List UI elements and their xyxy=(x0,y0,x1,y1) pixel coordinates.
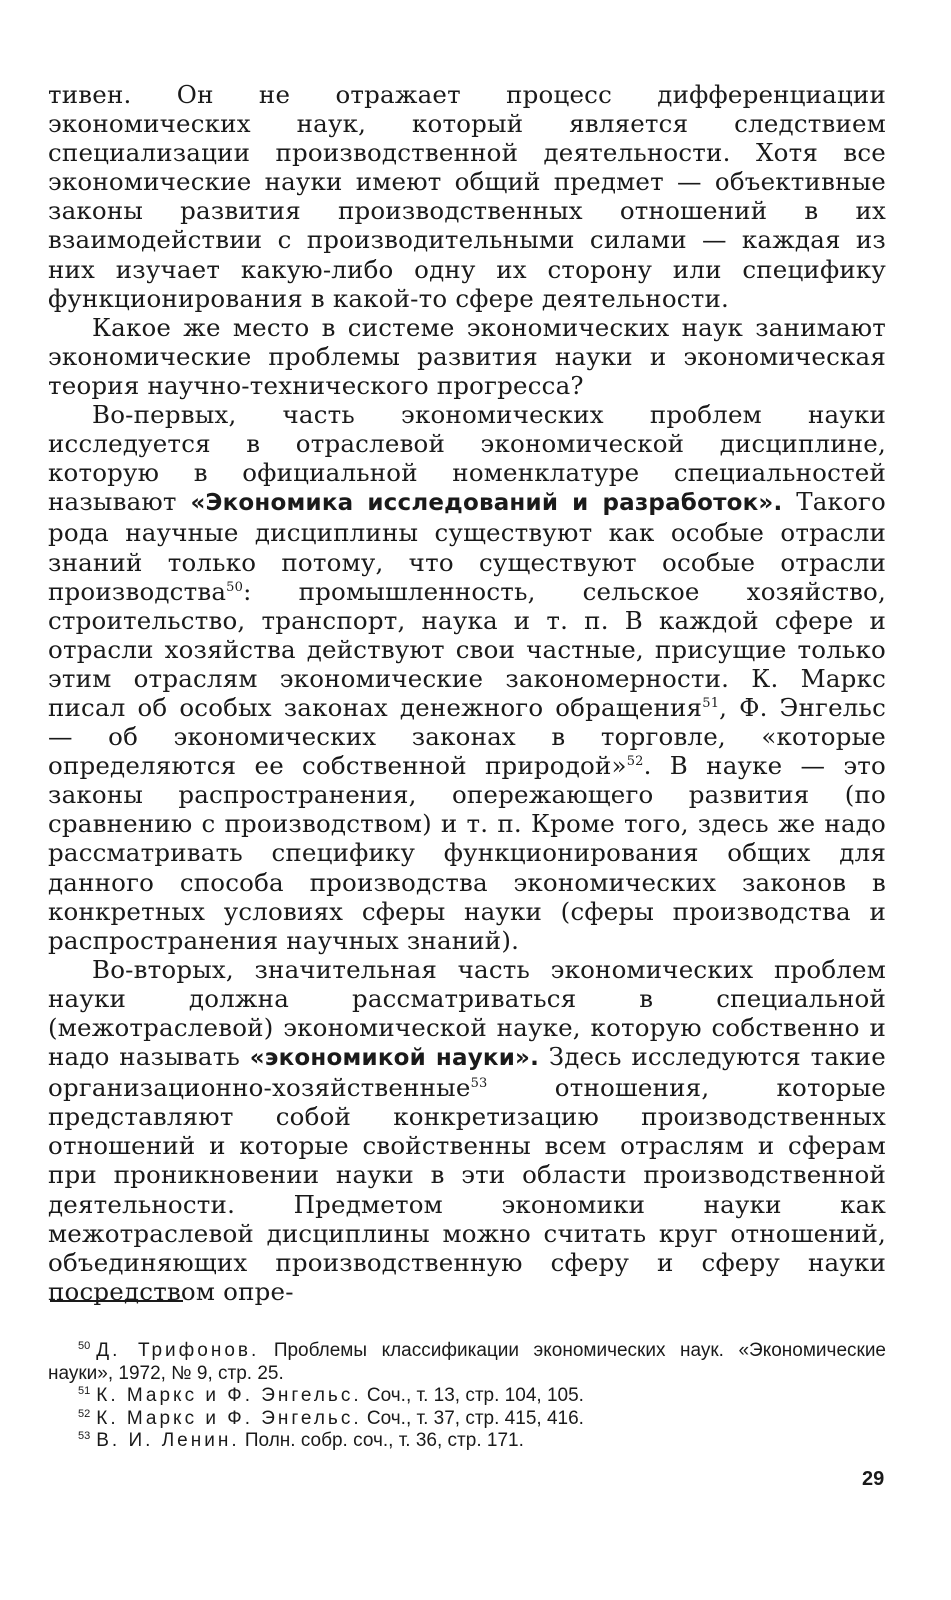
term-economics-of-science: «экономикой науки». xyxy=(249,1045,540,1072)
paragraph-1: тивен. Он не отражает процесс дифференциации экономических наук, который является следствием специализации производственной деятельности. Хотя все экономические науки имеют общий предмет — объективные законы развития производственных отношений в их взаимодействии с производительными силами — каждая из них изучает какую-либо одну их сторону или специфику функционирования в какой-то сфере деятельности. xyxy=(48,80,886,313)
footnote-ref-53[interactable]: 53 xyxy=(470,1076,488,1092)
footnote-text: Проблемы классификации экономических наук. «Экономические науки», 1972, № 9, стр. 25. xyxy=(48,1340,887,1384)
footnote-ref-50[interactable]: 50 xyxy=(226,579,244,595)
paragraph-4 xyxy=(48,955,886,1306)
page-number: 29 xyxy=(862,1468,885,1490)
paragraph-3-part-a: Во-первых, часть экономических проблем науки исследуется в отраслевой экономической дисциплине, которую в официальной номенклатуре специальностей называют xyxy=(48,400,886,517)
paragraph-3 xyxy=(48,400,886,955)
footnote-number: 50 xyxy=(78,1340,91,1352)
footnote-number: 51 xyxy=(78,1385,91,1397)
footnote-text: Полн. собр. соч., т. 36, стр. 171. xyxy=(239,1430,524,1451)
term-economics-of-research: «Экономика исследований и разработок». xyxy=(190,490,783,517)
footnote-number: 53 xyxy=(78,1430,91,1442)
paragraph-4-part-b: Здесь исследуются такие организационно-хозяйственные xyxy=(48,1042,886,1103)
paragraph-4-part-c: отношения, которые представляют собой конкретизацию производственных отношений и которые свойственны всем отраслям и сферам при проникновении науки в эти области производственной деятельности. Предметом экономики науки как межотраслевой дисциплины можно считать круг отношений, объединяющих производственную сферу и сферу науки посредством опре- xyxy=(48,1073,886,1306)
footnote-ref-52[interactable]: 52 xyxy=(626,754,644,770)
footnote-author: Д. Трифонов. xyxy=(96,1340,260,1361)
footnote-text: Соч., т. 37, стр. 415, 416. xyxy=(361,1407,584,1429)
footnote-53 xyxy=(48,1430,886,1453)
footnote-author: К. Маркс и Ф. Энгельс. xyxy=(96,1407,362,1429)
footnote-divider xyxy=(50,1300,183,1302)
paragraph-3-part-d: , Ф. Энгельс — об экономических законах в торговле, «которые определяются ее собственной природой» xyxy=(48,692,886,781)
footnote-50 xyxy=(48,1340,886,1385)
paragraph-3-part-c: : промышленность, сельское хозяйство, строительство, транспорт, наука и т. п. В каждой сфере и отрасли хозяйства действуют свои частные, присущие только этим отраслям экономические закономерности. К. Маркс писал об особых законах денежного обращения xyxy=(48,576,886,722)
footnote-number: 52 xyxy=(78,1407,91,1420)
footnote-52 xyxy=(48,1408,886,1431)
footnote-text: Соч., т. 13, стр. 104, 105. xyxy=(361,1385,584,1406)
main-text xyxy=(48,80,886,1306)
footnotes xyxy=(48,1340,886,1453)
footnote-ref-51[interactable]: 51 xyxy=(702,695,720,711)
paragraph-3-part-b: Такого рода научные дисциплины существуют как особые отрасли знаний только потому, что существуют особые отрасли производства xyxy=(48,487,887,606)
paragraph-2: Какое же место в системе экономических наук занимают экономические проблемы развития науки и экономическая теория научно-технического прогресса? xyxy=(48,312,886,400)
footnote-51 xyxy=(48,1385,886,1408)
paragraph-4-part-a: Во-вторых, значительная часть экономических проблем науки должна рассматриваться в специальной (межотраслевой) экономической науке, которую собственно и надо называть xyxy=(48,954,886,1072)
footnote-author: В. И. Ленин. xyxy=(96,1430,240,1451)
footnote-author: К. Маркс и Ф. Энгельс. xyxy=(96,1385,362,1406)
paragraph-3-part-e: . В науке — это законы распространения, опережающего развития (по сравнению с производством) и т. п. Кроме того, здесь же надо рассматривать специфику функционирования общих для данного способа производства экономических законов в конкретных условиях сферы науки (сферы производства и распространения научных знаний). xyxy=(48,751,886,955)
